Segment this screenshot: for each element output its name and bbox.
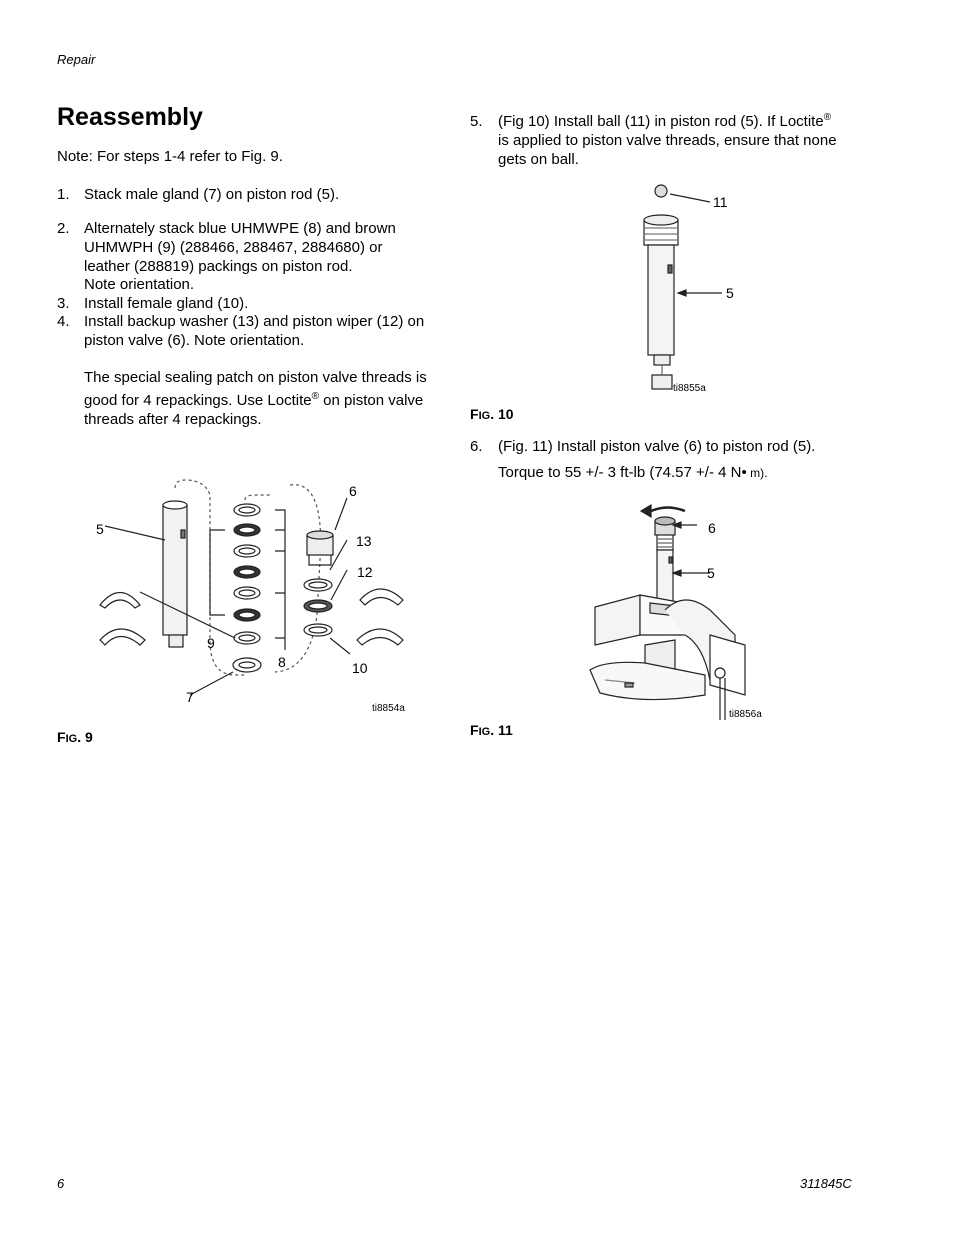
- fig9-callout-7: 7: [186, 689, 194, 705]
- step-6-line-1: (Fig. 11) Install piston valve (6) to piston rod (5).: [498, 438, 816, 455]
- step-2-line-2: UHMWPH (9) (288466, 288467, 2884680) or: [84, 239, 383, 256]
- step-6-torque: Torque to 55 +/- 3 ft-lb (74.57 +/- 4 N• m).: [498, 464, 768, 481]
- note-text: Note: For steps 1-4 refer to Fig. 9.: [57, 148, 283, 165]
- registered-mark: ®: [823, 112, 832, 123]
- fig10-callout-11: 11: [713, 194, 728, 210]
- step-5-line-3: gets on ball.: [498, 151, 579, 168]
- fig9-callout-12: 12: [357, 564, 373, 580]
- step-5-line-2: is applied to piston valve threads, ensure that none: [498, 132, 837, 149]
- step-3-number: 3.: [57, 295, 70, 312]
- fig11-caption: FIG. 11: [470, 722, 513, 738]
- fig10-code: ti8855a: [673, 383, 706, 394]
- fig11-code: ti8856a: [729, 709, 762, 720]
- fig9-illustration: [85, 440, 425, 720]
- step-6-number: 6.: [470, 438, 483, 455]
- fig11-callout-6: 6: [708, 520, 716, 536]
- fig9-callout-9: 9: [207, 635, 215, 651]
- step-2-line-1: Alternately stack blue UHMWPE (8) and brown: [84, 220, 396, 237]
- step-4-number: 4.: [57, 313, 70, 330]
- step-4-para-line-3: threads after 4 repackings.: [84, 411, 262, 428]
- fig9-callout-6: 6: [349, 483, 357, 499]
- fig10-illustration: [630, 180, 730, 400]
- step-4-line-2: piston valve (6). Note orientation.: [84, 332, 305, 349]
- fig9-callout-10: 10: [352, 660, 368, 676]
- page-title: Reassembly: [57, 103, 203, 131]
- fig9-callout-8: 8: [278, 654, 286, 670]
- fig9-caption: FIG. 9: [57, 729, 93, 745]
- fig11-callout-5: 5: [707, 565, 715, 581]
- section-header: Repair: [57, 52, 96, 67]
- fig9-callout-13: 13: [356, 533, 372, 549]
- step-5-line-1: (Fig 10) Install ball (11) in piston rod (5). If Loctite®: [498, 112, 832, 130]
- step-4-para-line-1: The special sealing patch on piston valve threads is: [84, 369, 427, 386]
- step-5-number: 5.: [470, 113, 483, 130]
- fig11-illustration: [585, 495, 775, 720]
- registered-mark: ®: [311, 391, 320, 402]
- fig9-code: ti8854a: [372, 703, 405, 714]
- step-2-number: 2.: [57, 220, 70, 237]
- step-2-line-4: Note orientation.: [84, 276, 195, 293]
- step-4-para-line-2: good for 4 repackings. Use Loctite® on piston valve: [84, 391, 424, 409]
- document-number: 311845C: [800, 1176, 852, 1191]
- fig10-callout-5: 5: [726, 285, 734, 301]
- page-number: 6: [57, 1176, 65, 1191]
- step-4-line-1: Install backup washer (13) and piston wiper (12) on: [84, 313, 425, 330]
- fig9-callout-5: 5: [96, 521, 104, 537]
- fig10-caption: FIG. 10: [470, 406, 514, 422]
- step-1-number: 1.: [57, 186, 70, 203]
- step-1-text: Stack male gland (7) on piston rod (5).: [84, 186, 340, 203]
- step-3-text: Install female gland (10).: [84, 295, 249, 312]
- step-2-line-3: leather (288819) packings on piston rod.: [84, 258, 353, 275]
